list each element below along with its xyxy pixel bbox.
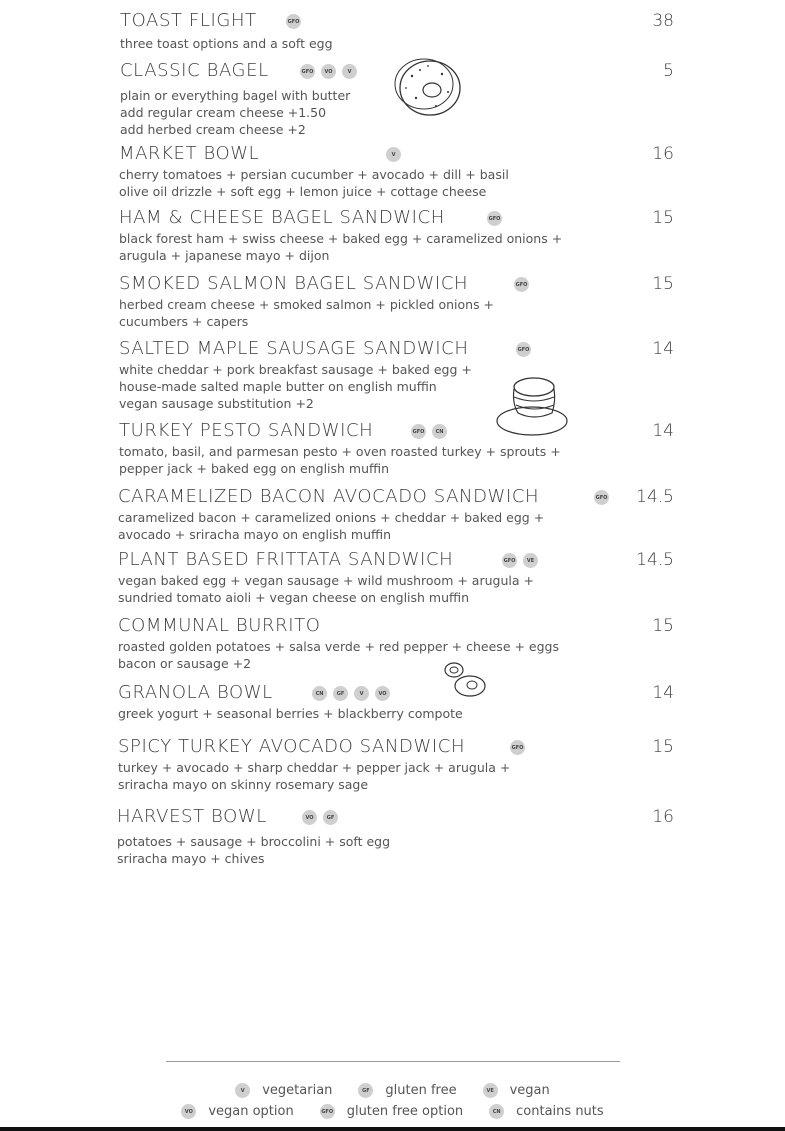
menu-item-name: PLANT BASED FRITTATA SANDWICH bbox=[118, 549, 454, 570]
badge-vo-icon: VO bbox=[321, 64, 336, 79]
menu-item-price: 15 bbox=[652, 208, 674, 228]
menu-item-title-row bbox=[0, 207, 785, 229]
egg-illustration bbox=[442, 660, 490, 704]
menu-item-description-line: sundried tomato aioli + vegan cheese on english muffin bbox=[118, 590, 470, 605]
legend-label: vegetarian bbox=[262, 1083, 333, 1098]
menu-item-ham-and-cheese-bagel-sandwich bbox=[0, 207, 785, 263]
badge-v-icon: V bbox=[386, 147, 401, 162]
badge-cn-icon: CN bbox=[312, 686, 327, 701]
dietary-badges bbox=[594, 490, 609, 505]
badge-v-icon: V bbox=[342, 64, 357, 79]
menu-item-description-line: potatoes + sausage + broccolini + soft egg bbox=[117, 834, 391, 849]
menu-item-description-line: cucumbers + capers bbox=[119, 314, 249, 329]
menu-item-price: 14.5 bbox=[636, 550, 674, 570]
menu-item-description-line: greek yogurt + seasonal berries + blackberry compote bbox=[118, 706, 463, 721]
sandwich-illustration bbox=[492, 373, 570, 443]
menu-item-communal-burrito bbox=[0, 615, 785, 671]
badge-gfo-icon: GFO bbox=[516, 342, 531, 357]
page-bottom-border bbox=[0, 1127, 785, 1131]
menu-item-name: CARAMELIZED BACON AVOCADO SANDWICH bbox=[118, 486, 540, 507]
dietary-badges bbox=[411, 424, 447, 439]
legend-entry bbox=[358, 1083, 456, 1098]
menu-item-price: 15 bbox=[652, 274, 674, 294]
menu-item-description-line: herbed cream cheese + smoked salmon + pickled onions + bbox=[119, 297, 495, 312]
menu-item-description-line: cherry tomatoes + persian cucumber + avocado + dill + basil bbox=[119, 167, 509, 182]
badge-gfo-icon: GFO bbox=[502, 553, 517, 568]
badge-cn-icon: CN bbox=[432, 424, 447, 439]
legend-row bbox=[0, 1104, 785, 1119]
menu-item-name: CLASSIC BAGEL bbox=[120, 60, 269, 81]
menu-item-description-line: pepper jack + baked egg on english muffin bbox=[119, 461, 390, 476]
menu-item-description-line: caramelized bacon + caramelized onions + cheddar + baked egg + bbox=[118, 510, 545, 525]
menu-item-title-row bbox=[0, 806, 785, 828]
legend-entry bbox=[181, 1104, 293, 1119]
badge-cn-icon: CN bbox=[489, 1104, 504, 1119]
menu-item-description-line: roasted golden potatoes + salsa verde + red pepper + cheese + eggs bbox=[118, 639, 559, 654]
dietary-badges bbox=[514, 277, 529, 292]
dietary-badges bbox=[386, 147, 401, 162]
menu-item-price: 5 bbox=[663, 61, 674, 81]
menu-item-price: 14 bbox=[652, 339, 674, 359]
menu-item-salted-maple-sausage-sandwich bbox=[0, 338, 785, 411]
menu-item-title-row bbox=[0, 549, 785, 571]
dietary-badges bbox=[510, 740, 525, 755]
badge-vo-icon: VO bbox=[302, 810, 317, 825]
menu-item-description-line: avocado + sriracha mayo on english muffin bbox=[118, 527, 391, 542]
badge-gfo-icon: GFO bbox=[411, 424, 426, 439]
menu-item-name: SALTED MAPLE SAUSAGE SANDWICH bbox=[119, 338, 469, 359]
menu-item-description-line: house-made salted maple butter on english muffin bbox=[119, 379, 437, 394]
dietary-badges bbox=[516, 342, 531, 357]
badge-gf-icon: GF bbox=[358, 1083, 373, 1098]
menu-item-description-line: tomato, basil, and parmesan pesto + oven roasted turkey + sprouts + bbox=[119, 444, 561, 459]
dietary-badges bbox=[302, 810, 338, 825]
menu-item-price: 15 bbox=[652, 616, 674, 636]
badge-ve-icon: VE bbox=[523, 553, 538, 568]
menu-item-description-line: vegan sausage substitution +2 bbox=[119, 396, 314, 411]
legend-entry bbox=[235, 1083, 332, 1098]
menu-item-price: 14.5 bbox=[636, 487, 674, 507]
legend-label: gluten free bbox=[385, 1083, 457, 1098]
menu-item-description-line: sriracha mayo on skinny rosemary sage bbox=[118, 777, 369, 792]
menu-item-name: SPICY TURKEY AVOCADO SANDWICH bbox=[118, 736, 466, 757]
badge-gfo-icon: GFO bbox=[286, 14, 301, 29]
legend-entry bbox=[489, 1104, 604, 1119]
menu-item-price: 16 bbox=[652, 807, 674, 827]
menu-item-title-row bbox=[0, 486, 785, 508]
badge-gfo-icon: GFO bbox=[487, 211, 502, 226]
legend-divider bbox=[166, 1061, 620, 1062]
menu-item-description-line: black forest ham + swiss cheese + baked egg + caramelized onions + bbox=[119, 231, 563, 246]
menu-item-smoked-salmon-bagel-sandwich bbox=[0, 273, 785, 329]
menu-item-toast-flight bbox=[0, 10, 785, 51]
badge-vo-icon: VO bbox=[181, 1104, 196, 1119]
menu-item-price: 15 bbox=[652, 737, 674, 757]
badge-gfo-icon: GFO bbox=[594, 490, 609, 505]
menu-item-caramelized-bacon-avocado-sandwich bbox=[0, 486, 785, 542]
legend-entry bbox=[483, 1083, 550, 1098]
badge-vo-icon: VO bbox=[375, 686, 390, 701]
menu-item-description-line: three toast options and a soft egg bbox=[120, 36, 333, 51]
menu-item-title-row bbox=[0, 10, 785, 32]
menu-item-name: SMOKED SALMON BAGEL SANDWICH bbox=[119, 273, 469, 294]
menu-item-market-bowl bbox=[0, 143, 785, 199]
menu-item-title-row bbox=[0, 143, 785, 165]
menu-item-turkey-pesto-sandwich bbox=[0, 420, 785, 476]
menu-item-name: MARKET BOWL bbox=[119, 143, 260, 164]
menu-item-price: 38 bbox=[652, 11, 674, 31]
menu-item-title-row bbox=[0, 420, 785, 442]
menu-item-name: HARVEST BOWL bbox=[117, 806, 267, 827]
badge-v-icon: V bbox=[235, 1083, 250, 1098]
badge-gf-icon: GF bbox=[333, 686, 348, 701]
legend-row bbox=[0, 1083, 785, 1098]
menu-item-granola-bowl bbox=[0, 682, 785, 721]
menu-item-title-row bbox=[0, 273, 785, 295]
dietary-badges bbox=[286, 14, 301, 29]
bagel-illustration bbox=[392, 56, 464, 122]
menu-item-price: 14 bbox=[652, 683, 674, 703]
legend-entry bbox=[320, 1104, 463, 1119]
badge-gfo-icon: GFO bbox=[514, 277, 529, 292]
menu-item-description-line: turkey + avocado + sharp cheddar + pepper jack + arugula + bbox=[118, 760, 511, 775]
menu-item-price: 14 bbox=[652, 421, 674, 441]
badge-gf-icon: GF bbox=[323, 810, 338, 825]
menu-item-spicy-turkey-avocado-sandwich bbox=[0, 736, 785, 792]
dietary-badges bbox=[300, 64, 357, 79]
menu-item-price: 16 bbox=[652, 144, 674, 164]
menu-item-description-line: add herbed cream cheese +2 bbox=[120, 122, 306, 137]
legend-label: vegan option bbox=[208, 1104, 294, 1119]
menu-item-title-row bbox=[0, 615, 785, 637]
menu-item-title-row bbox=[0, 338, 785, 360]
badge-gfo-icon: GFO bbox=[300, 64, 315, 79]
menu-item-description-line: olive oil drizzle + soft egg + lemon juice + cottage cheese bbox=[119, 184, 487, 199]
menu-item-name: HAM & CHEESE BAGEL SANDWICH bbox=[119, 207, 445, 228]
menu-item-name: TURKEY PESTO SANDWICH bbox=[119, 420, 374, 441]
menu-item-title-row bbox=[0, 682, 785, 704]
legend-label: gluten free option bbox=[346, 1104, 464, 1119]
menu-item-description-line: bacon or sausage +2 bbox=[118, 656, 252, 671]
legend-label: contains nuts bbox=[516, 1104, 604, 1119]
menu-item-description-line: white cheddar + pork breakfast sausage + baked egg + bbox=[119, 362, 472, 377]
menu-item-description-line: sriracha mayo + chives bbox=[117, 851, 265, 866]
badge-v-icon: V bbox=[354, 686, 369, 701]
dietary-badges bbox=[502, 553, 538, 568]
menu-item-description-line: vegan baked egg + vegan sausage + wild mushroom + arugula + bbox=[118, 573, 534, 588]
menu-item-description-line: plain or everything bagel with butter bbox=[120, 88, 351, 103]
menu-item-title-row bbox=[0, 736, 785, 758]
dietary-badges bbox=[312, 686, 390, 701]
menu-item-description-line: add regular cream cheese +1.50 bbox=[120, 105, 327, 120]
badge-gfo-icon: GFO bbox=[510, 740, 525, 755]
menu-item-plant-based-frittata-sandwich bbox=[0, 549, 785, 605]
dietary-badges bbox=[487, 211, 502, 226]
badge-gfo-icon: GFO bbox=[320, 1104, 335, 1119]
menu-item-harvest-bowl bbox=[0, 806, 785, 866]
badge-ve-icon: VE bbox=[483, 1083, 498, 1098]
menu-item-name: COMMUNAL BURRITO bbox=[118, 615, 321, 636]
menu-item-description-line: arugula + japanese mayo + dijon bbox=[119, 248, 330, 263]
menu-item-name: GRANOLA BOWL bbox=[118, 682, 273, 703]
menu-item-name: TOAST FLIGHT bbox=[120, 10, 257, 31]
legend-label: vegan bbox=[509, 1083, 550, 1098]
